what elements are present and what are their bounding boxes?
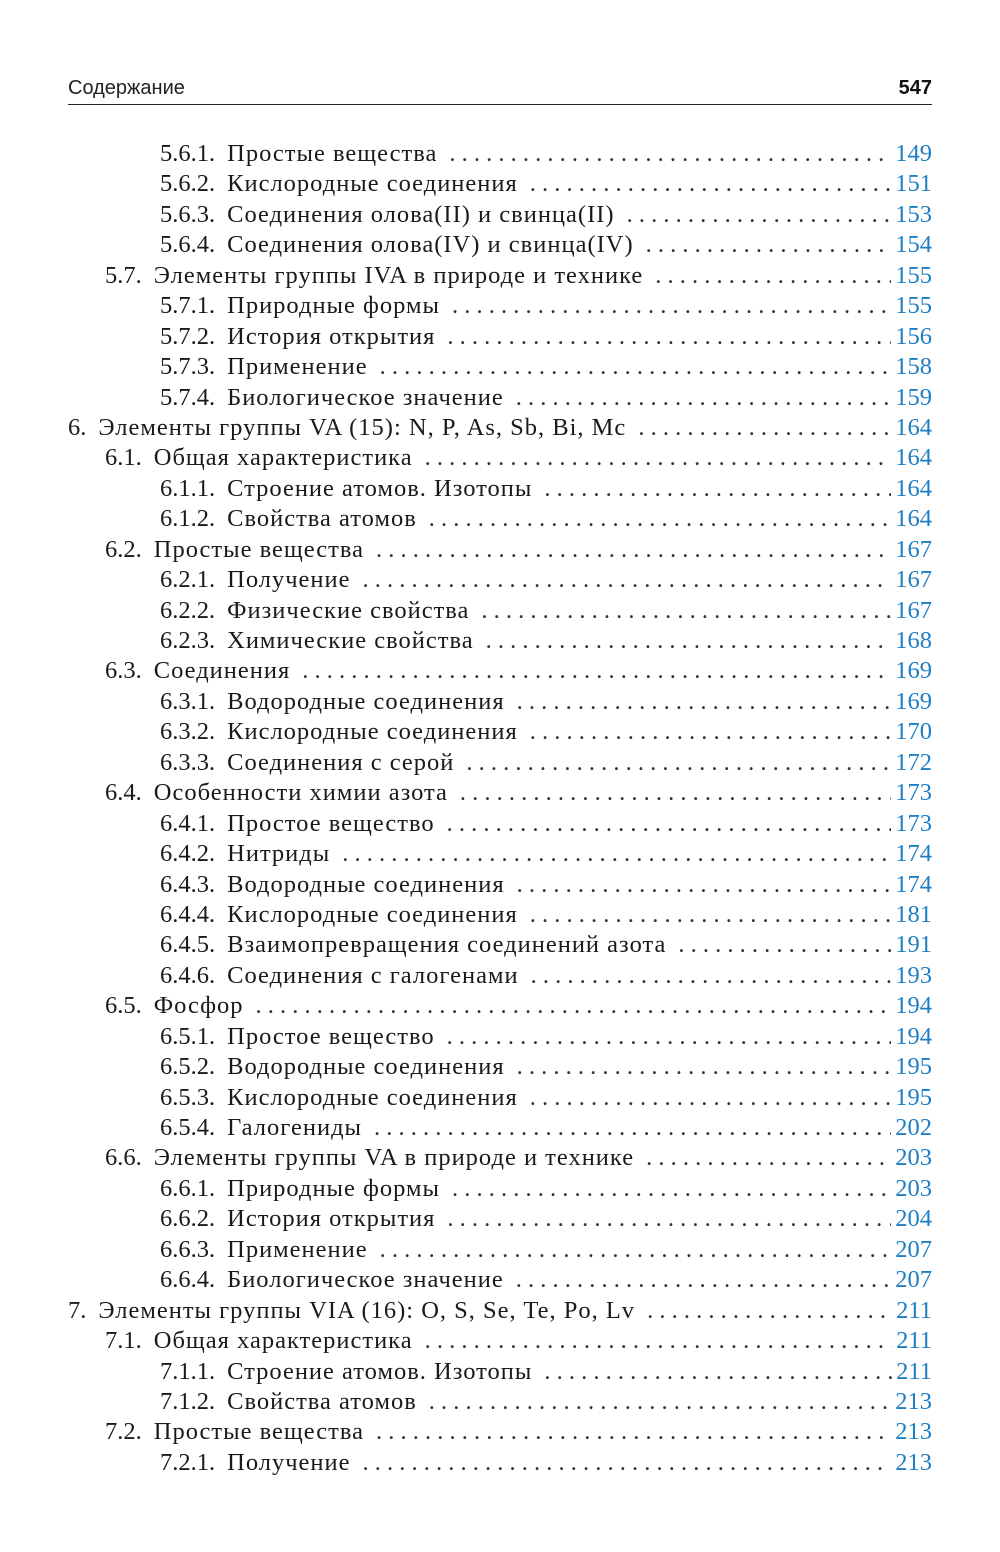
toc-entry-page-link[interactable]: 167 xyxy=(895,566,932,594)
toc-dot-leader xyxy=(302,656,891,686)
toc-entry-number: 5.6.1. xyxy=(160,140,216,167)
toc-entry-number: 6.3.3. xyxy=(160,748,216,776)
toc-entry[interactable] xyxy=(68,413,932,443)
toc-entry-number: 6.3. xyxy=(105,657,142,685)
toc-entry-page-link[interactable]: 203 xyxy=(895,1174,932,1202)
toc-entry-title: Применение xyxy=(227,353,368,381)
toc-dot-leader xyxy=(638,413,891,443)
toc-dot-leader xyxy=(447,809,892,839)
toc-entry-page-link[interactable]: 155 xyxy=(895,261,932,289)
toc-entry[interactable] xyxy=(68,1387,932,1417)
toc-entry-title: Простые вещества xyxy=(153,1418,364,1446)
toc-entry-number: 6.1.1. xyxy=(160,474,216,502)
toc-entry-number: 6.4.5. xyxy=(160,931,216,959)
toc-entry-title: Химические свойства xyxy=(227,627,474,654)
toc-entry-number: 6.2. xyxy=(105,535,142,563)
toc-dot-leader xyxy=(447,1022,892,1052)
toc-entry[interactable] xyxy=(68,839,932,869)
toc-dot-leader xyxy=(486,626,892,656)
toc-entry-number: 6.6.4. xyxy=(160,1266,216,1294)
toc-dot-leader xyxy=(530,717,891,747)
toc-entry-title: Элементы группы IVA в природе и технике xyxy=(153,261,644,289)
toc-entry-page-link[interactable]: 164 xyxy=(895,413,932,441)
toc-dot-leader xyxy=(517,870,892,900)
toc-entry-page-link[interactable]: 170 xyxy=(895,718,932,746)
toc-entry-title: Элементы группы VA в природе и технике xyxy=(153,1144,635,1172)
toc-entry-title: Взаимопревращения соединений азота xyxy=(227,931,667,959)
toc-dot-leader xyxy=(429,1387,891,1417)
toc-entry[interactable] xyxy=(68,687,932,717)
toc-entry-title: История открытия xyxy=(227,1205,436,1233)
toc-entry-title: Биологическое значение xyxy=(227,1266,504,1294)
toc-dot-leader xyxy=(256,991,892,1021)
toc-entry-number: 6.5.3. xyxy=(160,1083,216,1111)
toc-entry-number: 5.6.3. xyxy=(160,200,216,228)
toc-dot-leader xyxy=(544,1357,892,1387)
toc-dot-leader xyxy=(376,1417,891,1447)
toc-entry[interactable] xyxy=(68,1143,932,1173)
toc-entry-number: 5.6.4. xyxy=(160,231,216,259)
toc-entry[interactable] xyxy=(68,870,932,900)
toc-entry-page-link[interactable]: 191 xyxy=(895,931,932,959)
toc-entry-page-link[interactable]: 213 xyxy=(895,1418,932,1446)
toc-dot-leader xyxy=(452,291,891,321)
toc-entry-number: 5.7.2. xyxy=(160,322,216,350)
toc-entry-page-link[interactable]: 156 xyxy=(895,322,932,350)
toc-entry-title: Галогениды xyxy=(227,1114,362,1141)
toc-entry-title: История открытия xyxy=(227,322,436,350)
toc-entry-number: 5.7.3. xyxy=(160,353,216,381)
toc-dot-leader xyxy=(646,230,892,260)
toc-entry-number: 7.2.1. xyxy=(160,1448,216,1476)
toc-entry-title: Элементы группы VIA (16): O, S, Se, Te, Po, Lv xyxy=(98,1296,636,1324)
page-number: 547 xyxy=(898,77,932,99)
toc-entry[interactable] xyxy=(68,1326,932,1356)
toc-entry-number: 6.6. xyxy=(105,1144,142,1172)
toc-entry[interactable] xyxy=(68,1265,932,1295)
toc-dot-leader xyxy=(517,687,892,717)
toc-entry[interactable] xyxy=(68,930,932,960)
toc-entry[interactable] xyxy=(68,1204,932,1234)
toc-entry[interactable] xyxy=(68,169,932,199)
toc-entry[interactable] xyxy=(68,291,932,321)
toc-entry[interactable] xyxy=(68,778,932,808)
toc-entry[interactable] xyxy=(68,1174,932,1204)
running-header-title: Содержание xyxy=(68,77,185,99)
toc-dot-leader xyxy=(425,443,892,473)
toc-dot-leader xyxy=(376,535,891,565)
toc-entry-page-link[interactable]: 202 xyxy=(895,1114,932,1141)
toc-entry[interactable] xyxy=(68,1052,932,1082)
toc-entry-number: 5.7.4. xyxy=(160,383,216,411)
toc-entry[interactable] xyxy=(68,626,932,656)
toc-entry-number: 6.4.2. xyxy=(160,840,216,868)
toc-entry-title: Кислородные соединения xyxy=(227,1083,518,1111)
toc-dot-leader xyxy=(449,139,891,169)
toc-entry-number: 6.6.3. xyxy=(160,1235,216,1263)
toc-entry[interactable] xyxy=(68,1357,932,1387)
toc-dot-leader xyxy=(516,383,892,413)
toc-entry[interactable] xyxy=(68,443,932,473)
toc-entry[interactable] xyxy=(68,1235,932,1265)
toc-dot-leader xyxy=(646,1143,891,1173)
toc-dot-leader xyxy=(544,474,891,504)
toc-entry-number: 6.6.1. xyxy=(160,1174,216,1202)
toc-entry-title: Свойства атомов xyxy=(227,1387,417,1415)
toc-entry-number: 6.4.6. xyxy=(160,961,216,989)
toc-entry-page-link[interactable]: 168 xyxy=(895,627,932,654)
toc-entry-title: Элементы группы VA (15): N, P, As, Sb, Bi, Mc xyxy=(98,413,627,441)
toc-entry-page-link[interactable]: 207 xyxy=(895,1235,932,1263)
toc-entry-title: Фосфор xyxy=(153,992,244,1020)
toc-entry-title: Кислородные соединения xyxy=(227,900,518,928)
toc-entry-page-link[interactable]: 169 xyxy=(895,657,932,685)
toc-entry[interactable] xyxy=(68,991,932,1021)
toc-dot-leader xyxy=(531,961,892,991)
toc-entry-title: Соединения олова(II) и свинца(II) xyxy=(227,200,615,228)
toc-dot-leader xyxy=(363,565,892,595)
toc-dot-leader xyxy=(678,930,891,960)
toc-entry-title: Кислородные соединения xyxy=(227,170,518,198)
toc-dot-leader xyxy=(452,1174,891,1204)
page-header xyxy=(68,74,932,105)
toc-dot-leader xyxy=(481,596,891,626)
toc-entry-page-link[interactable]: 174 xyxy=(895,870,932,898)
toc-entry-title: Простые вещества xyxy=(227,140,438,167)
toc-dot-leader xyxy=(447,1204,891,1234)
toc-entry-page-link[interactable]: 155 xyxy=(895,292,932,320)
toc-entry-number: 5.7.1. xyxy=(160,292,216,320)
toc-entry-page-link[interactable]: 195 xyxy=(895,1053,932,1081)
toc-entry-number: 6.5.4. xyxy=(160,1114,216,1141)
toc-entry[interactable] xyxy=(68,535,932,565)
toc-dot-leader xyxy=(647,1296,892,1326)
toc-entry-number: 7.1.1. xyxy=(160,1357,216,1385)
toc-dot-leader xyxy=(380,352,892,382)
toc-entry[interactable] xyxy=(68,961,932,991)
toc-entry-page-link[interactable]: 194 xyxy=(895,1022,932,1050)
toc-entry-title: Водородные соединения xyxy=(227,687,505,715)
toc-entry[interactable] xyxy=(68,352,932,382)
toc-entry-title: Соединения с галогенами xyxy=(227,961,519,989)
toc-dot-leader xyxy=(425,1326,893,1356)
toc-entry[interactable] xyxy=(68,748,932,778)
toc-entry-number: 6. xyxy=(68,413,87,441)
toc-entry-page-link[interactable]: 195 xyxy=(895,1083,932,1111)
toc-entry[interactable] xyxy=(68,230,932,260)
toc-entry-number: 6.3.1. xyxy=(160,687,216,715)
toc-entry-page-link[interactable]: 211 xyxy=(896,1327,932,1355)
toc-entry-title: Строение атомов. Изотопы xyxy=(227,1357,533,1385)
toc-entry-page-link[interactable]: 194 xyxy=(895,992,932,1020)
toc-entry-page-link[interactable]: 204 xyxy=(895,1205,932,1233)
toc-entry-title: Водородные соединения xyxy=(227,1053,505,1081)
toc-dot-leader xyxy=(627,200,892,230)
toc-entry[interactable] xyxy=(68,717,932,747)
toc-entry-page-link[interactable]: 154 xyxy=(895,231,932,259)
toc-entry[interactable] xyxy=(68,1417,932,1447)
toc-entry-title: Строение атомов. Изотопы xyxy=(227,474,533,502)
toc-entry[interactable] xyxy=(68,809,932,839)
toc-entry-title: Водородные соединения xyxy=(227,870,505,898)
toc-entry-number: 6.6.2. xyxy=(160,1205,216,1233)
toc-entry-page-link[interactable]: 164 xyxy=(895,505,932,533)
toc-entry-page-link[interactable]: 153 xyxy=(895,200,932,228)
toc-entry-page-link[interactable]: 158 xyxy=(895,353,932,381)
toc-entry-title: Биологическое значение xyxy=(227,383,504,411)
toc-entry-page-link[interactable]: 173 xyxy=(895,809,932,837)
toc-entry-page-link[interactable]: 211 xyxy=(896,1296,932,1324)
toc-entry-number: 6.2.1. xyxy=(160,566,216,594)
toc-entry[interactable] xyxy=(68,261,932,291)
toc-entry[interactable] xyxy=(68,1113,932,1143)
toc-entry[interactable] xyxy=(68,504,932,534)
toc-entry-page-link[interactable]: 164 xyxy=(895,444,932,472)
toc-entry[interactable] xyxy=(68,1022,932,1052)
toc-entry-title: Получение xyxy=(227,566,351,594)
toc-dot-leader xyxy=(655,261,891,291)
toc-dot-leader xyxy=(460,778,891,808)
toc-entry-title: Свойства атомов xyxy=(227,505,417,533)
toc-dot-leader xyxy=(466,748,891,778)
toc-entry-number: 7.2. xyxy=(105,1418,142,1446)
toc-entry-number: 7.1.2. xyxy=(160,1387,216,1415)
toc-entry[interactable] xyxy=(68,656,932,686)
toc-entry-page-link[interactable]: 174 xyxy=(895,840,932,868)
toc-entry-number: 5.6.2. xyxy=(160,170,216,198)
toc-entry-page-link[interactable]: 172 xyxy=(895,748,932,776)
toc-entry-page-link[interactable]: 213 xyxy=(895,1387,932,1415)
toc-entry-page-link[interactable]: 167 xyxy=(895,535,932,563)
toc-entry-title: Нитриды xyxy=(227,840,331,868)
toc-entry-page-link[interactable]: 169 xyxy=(895,687,932,715)
toc-dot-leader xyxy=(363,1448,892,1478)
toc-entry-number: 6.2.2. xyxy=(160,596,216,624)
toc-entry[interactable] xyxy=(68,900,932,930)
toc-entry[interactable] xyxy=(68,383,932,413)
toc-entry-number: 7. xyxy=(68,1296,87,1324)
table-of-contents xyxy=(68,139,932,1478)
toc-entry-number: 6.5. xyxy=(105,992,142,1020)
toc-entry[interactable] xyxy=(68,1296,932,1326)
toc-entry-page-link[interactable]: 193 xyxy=(895,961,932,989)
toc-entry-number: 6.4. xyxy=(105,779,142,807)
toc-entry-page-link[interactable]: 211 xyxy=(896,1357,932,1385)
toc-entry-page-link[interactable]: 213 xyxy=(895,1448,932,1476)
toc-dot-leader xyxy=(530,1083,891,1113)
toc-dot-leader xyxy=(530,169,891,199)
toc-entry[interactable] xyxy=(68,1448,932,1478)
toc-entry-number: 6.1. xyxy=(105,444,142,472)
toc-entry-page-link[interactable]: 151 xyxy=(895,170,932,198)
toc-entry-title: Физические свойства xyxy=(227,596,470,624)
toc-entry-number: 6.4.4. xyxy=(160,900,216,928)
toc-entry-number: 6.2.3. xyxy=(160,627,216,654)
toc-entry-number: 5.7. xyxy=(105,261,142,289)
toc-entry-title: Соединения с серой xyxy=(227,748,455,776)
toc-entry[interactable] xyxy=(68,596,932,626)
toc-entry-number: 6.5.1. xyxy=(160,1022,216,1050)
toc-dot-leader xyxy=(517,1052,892,1082)
toc-entry-title: Кислородные соединения xyxy=(227,718,518,746)
toc-entry-title: Получение xyxy=(227,1448,351,1476)
toc-entry-page-link[interactable]: 207 xyxy=(895,1266,932,1294)
toc-dot-leader xyxy=(342,839,891,869)
toc-entry-page-link[interactable]: 167 xyxy=(895,596,932,624)
toc-dot-leader xyxy=(516,1265,892,1295)
toc-entry-page-link[interactable]: 159 xyxy=(895,383,932,411)
toc-entry-title: Соединения олова(IV) и свинца(IV) xyxy=(227,231,634,259)
toc-entry-page-link[interactable]: 203 xyxy=(895,1144,932,1172)
toc-entry[interactable] xyxy=(68,474,932,504)
toc-entry-title: Применение xyxy=(227,1235,368,1263)
toc-entry-title: Особенности химии азота xyxy=(153,779,448,807)
toc-entry-number: 6.4.3. xyxy=(160,870,216,898)
toc-entry[interactable] xyxy=(68,200,932,230)
toc-entry-page-link[interactable]: 164 xyxy=(895,474,932,502)
toc-entry-title: Соединения xyxy=(153,657,291,685)
toc-entry-number: 7.1. xyxy=(105,1327,142,1355)
toc-entry-title: Простое вещество xyxy=(227,1022,435,1050)
toc-entry-title: Природные формы xyxy=(227,292,440,320)
toc-dot-leader xyxy=(447,322,891,352)
toc-entry-number: 6.3.2. xyxy=(160,718,216,746)
toc-entry-title: Простое вещество xyxy=(227,809,435,837)
toc-entry-number: 6.1.2. xyxy=(160,505,216,533)
toc-entry-number: 6.5.2. xyxy=(160,1053,216,1081)
toc-dot-leader xyxy=(429,504,891,534)
toc-entry-title: Общая характеристика xyxy=(153,444,413,472)
toc-entry-title: Общая характеристика xyxy=(153,1327,413,1355)
toc-entry[interactable] xyxy=(68,139,932,169)
toc-entry[interactable] xyxy=(68,322,932,352)
toc-entry-number: 6.4.1. xyxy=(160,809,216,837)
toc-entry-page-link[interactable]: 181 xyxy=(895,900,932,928)
toc-entry[interactable] xyxy=(68,1083,932,1113)
toc-entry[interactable] xyxy=(68,565,932,595)
toc-dot-leader xyxy=(380,1235,892,1265)
toc-entry-page-link[interactable]: 149 xyxy=(895,140,932,167)
toc-dot-leader xyxy=(374,1113,891,1143)
toc-entry-title: Природные формы xyxy=(227,1174,440,1202)
toc-dot-leader xyxy=(530,900,891,930)
toc-entry-page-link[interactable]: 173 xyxy=(895,779,932,807)
toc-entry-title: Простые вещества xyxy=(153,535,364,563)
